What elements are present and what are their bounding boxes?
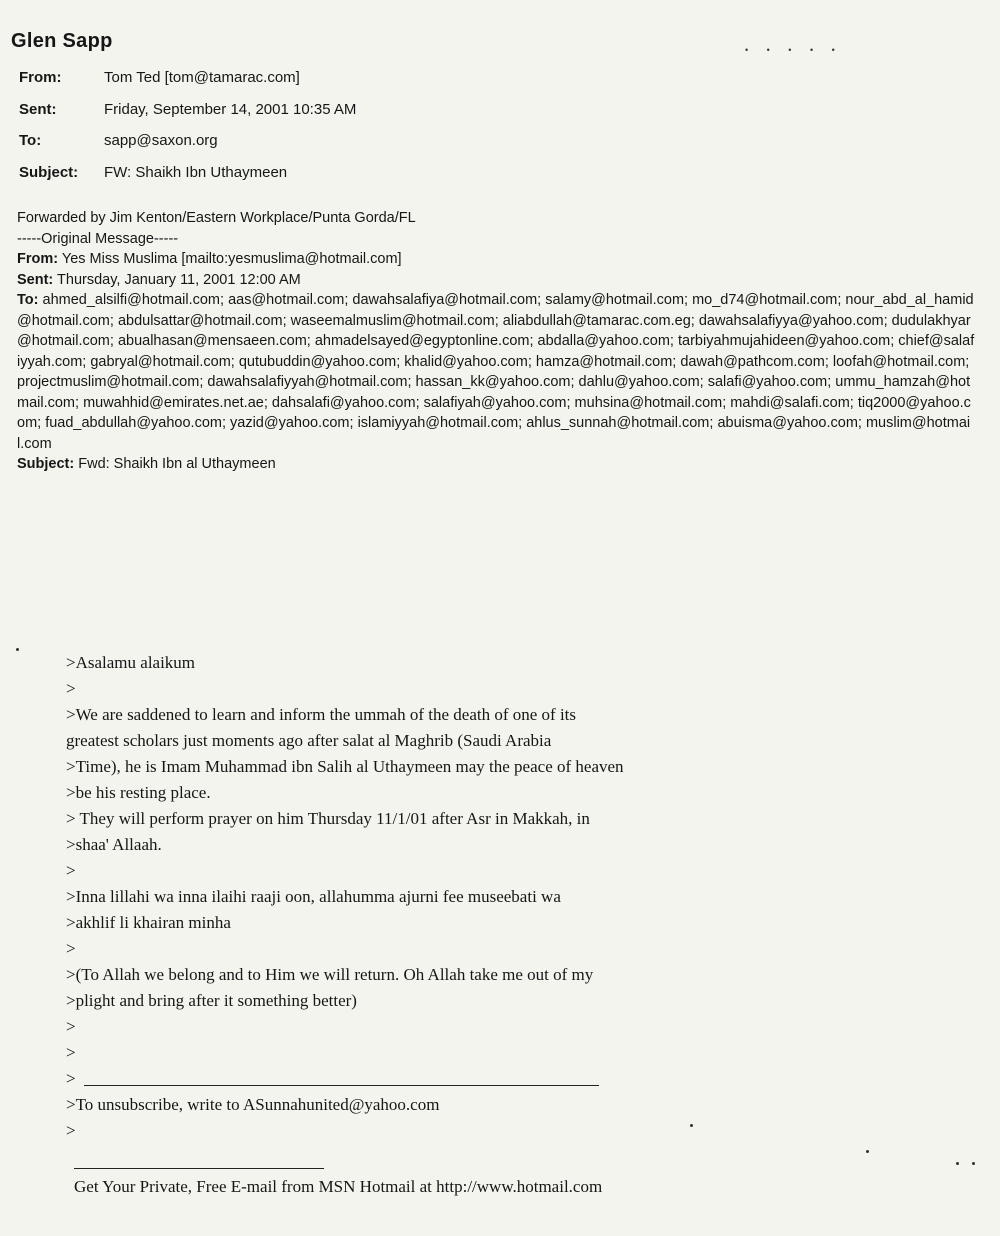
hotmail-footer: Get Your Private, Free E-mail from MSN Hotmail at http://www.hotmail.com: [74, 1177, 603, 1196]
scan-speck: [972, 1162, 975, 1165]
footer-rule: [74, 1168, 324, 1169]
original-subject-line: [17, 454, 977, 475]
header-from-row: [19, 62, 356, 94]
header-to-label: To:: [19, 132, 42, 150]
original-recipient-list: ahmed_alsilfi@hotmail.com; aas@hotmail.com; dawahsalafiya@hotmail.com; salamy@hotmail.com; mo_d74@hotmail.com; nour_abd_al_hamid@hotmail.com; abdulsattar@hotmail.com; waseemalmuslim@hotmail.com; aliabdullah@tamarac.com.eg; dawahsalafiyya@yahoo.com; dudulakhyar@hotmail.com; abualhasan@mensaeen.com; ahmadelsayed@egyptonline.com; abdalla@yahoo.com; tarbiyahmujahideen@yahoo.com; chief@salafiyyah.com; gabryal@hotmail.com; qutubuddin@yahoo.com; khalid@yahoo.com; hamza@hotmail.com; dawah@pathcom.com; loofah@hotmail.com; projectmuslim@hotmail.com; dawahsalafiyyah@hotmail.com; hassan_kk@yahoo.com; dahlu@yahoo.com; salafi@yahoo.com; ummu_hamzah@hotmail.com; muwahhid@emirates.net.ae; dahsalafi@yahoo.com; salafiyah@yahoo.com; muhsina@hotmail.com; mahdi@salafi.com; tiq2000@yahoo.com; fuad_abdullah@yahoo.com; yazid@yahoo.com; islamiyyah@hotmail.com; ahlus_sunnah@hotmail.com; abuisma@yahoo.com; muslim@hotmail.com: [17, 292, 975, 452]
body-line: > They will perform prayer on him Thursday 11/1/01 after Asr in Makkah, in: [66, 809, 590, 828]
original-subject-label: Subject:: [17, 456, 75, 472]
original-from-line: [17, 249, 977, 270]
header-sent-value: Friday, September 14, 2001 10:35 AM: [104, 100, 357, 118]
original-sent-value: Thursday, January 11, 2001 12:00 AM: [57, 271, 301, 288]
body-line: greatest scholars just moments ago after salat al Maghrib (Saudi Arabia: [66, 731, 552, 750]
forwarded-by-line: Forwarded by Jim Kenton/Eastern Workplace/Punta Gorda/FL: [17, 210, 416, 226]
body-line: >: [66, 1017, 76, 1036]
original-subject-value: Fwd: Shaikh Ibn al Uthaymeen: [78, 456, 276, 472]
body-line: >Time), he is Imam Muhammad ibn Salih al Uthaymeen may the peace of heaven: [66, 757, 624, 776]
body-rule-line: [66, 1066, 866, 1092]
closing-marker: >: [66, 1121, 76, 1140]
original-sent-label: Sent:: [17, 271, 54, 288]
body-line: >shaa' Allaah.: [66, 835, 162, 854]
scan-speck: [690, 1124, 693, 1127]
scan-speck: [16, 648, 19, 651]
header-sent-label: Sent:: [19, 100, 57, 118]
body-line: >: [66, 939, 76, 958]
body-line: >: [66, 1043, 76, 1062]
header-to-row: [19, 125, 356, 157]
original-from-value: Yes Miss Muslima [mailto:yesmuslima@hotmail.com]: [61, 251, 402, 267]
original-sent-line: [17, 270, 977, 291]
original-to-label: To:: [17, 292, 39, 308]
header-to-value: sapp@saxon.org: [104, 132, 218, 150]
body-line: >plight and bring after it something better): [66, 991, 357, 1010]
header-subject-row: [19, 157, 356, 189]
body-line: >Inna lillahi wa inna ilaihi raaji oon, allahumma ajurni fee museebati wa: [66, 887, 561, 906]
original-message-divider: -----Original Message-----: [17, 230, 179, 247]
original-from-label: From:: [17, 251, 59, 267]
message-body: [66, 650, 866, 1144]
body-line: >be his resting place.: [66, 783, 211, 802]
list-footer-rule: [84, 1085, 599, 1086]
body-line: >We are saddened to learn and inform the ummah of the death of one of its: [66, 705, 577, 724]
header-subject-value: FW: Shaikh Ibn Uthaymeen: [104, 163, 288, 181]
scan-speck: [956, 1162, 959, 1165]
header-from-label: From:: [19, 69, 62, 87]
original-to-line: [17, 290, 977, 454]
body-line: >(To Allah we belong and to Him we will return. Oh Allah take me out of my: [66, 965, 594, 984]
scan-speck: [866, 1150, 869, 1153]
header-subject-label: Subject:: [19, 163, 79, 181]
body-line: >akhlif li khairan minha: [66, 913, 231, 932]
unsubscribe-line: >To unsubscribe, write to ASunnahunited@yahoo.com: [66, 1095, 440, 1114]
forwarded-message-header: [17, 208, 977, 475]
header-sent-row: [19, 94, 356, 126]
email-headers: [19, 62, 356, 188]
body-line: >Asalamu alaikum: [66, 653, 196, 672]
body-line: >: [66, 679, 76, 698]
body-line: >: [66, 861, 76, 880]
scan-speck-marks: • • • • •: [745, 45, 843, 55]
header-from-value: Tom Ted [tom@tamarac.com]: [104, 69, 300, 87]
body-line: >: [66, 1069, 76, 1088]
sender-name: Glen Sapp: [11, 30, 113, 52]
